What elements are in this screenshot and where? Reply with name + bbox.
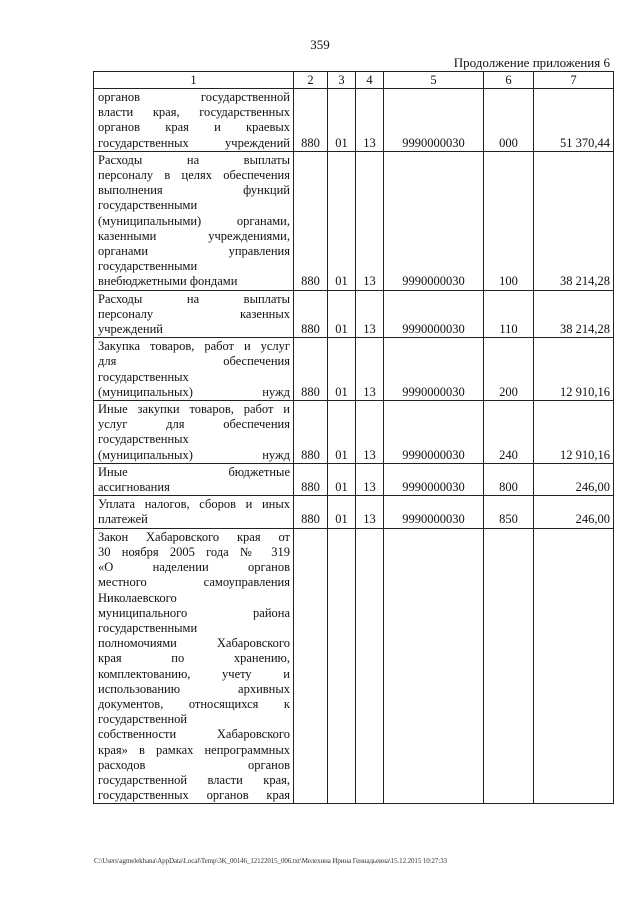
subsection-code: 13	[356, 463, 384, 495]
header-col-6: 6	[484, 72, 534, 89]
description-line: Расходы на выплаты	[98, 291, 290, 306]
department-code: 880	[294, 290, 328, 338]
expense-type-code: 240	[484, 401, 534, 464]
subsection-code: 13	[356, 89, 384, 152]
department-code: 880	[294, 338, 328, 401]
page-number: 359	[310, 37, 330, 52]
description-line: Расходы на выплаты	[98, 152, 290, 167]
description-line: 30 ноября 2005 года № 319	[98, 544, 290, 559]
description-line: ассигнования	[98, 480, 170, 495]
budget-table	[93, 71, 614, 804]
description-line: персоналу казенных	[98, 306, 290, 321]
amount-value: 51 370,44	[534, 89, 614, 152]
expense-type-code: 000	[484, 89, 534, 152]
amount-value: 12 910,16	[534, 338, 614, 401]
amount-value: 246,00	[534, 463, 614, 495]
header-col-7: 7	[534, 72, 614, 89]
description-line: государственных	[98, 369, 189, 384]
subsection-code: 13	[356, 151, 384, 290]
expense-type-code: 800	[484, 463, 534, 495]
department-code: 880	[294, 496, 328, 528]
section-code: 01	[328, 89, 356, 152]
amount-value: 38 214,28	[534, 151, 614, 290]
description-line: органами управления	[98, 244, 290, 259]
header-col-3: 3	[328, 72, 356, 89]
table-row	[94, 463, 614, 495]
description-line: государственных органов края	[98, 788, 290, 803]
target-item-code: 9990000030	[384, 89, 484, 152]
expense-type-code: 850	[484, 496, 534, 528]
description-line: документов, относящихся к	[98, 696, 290, 711]
target-item-code: 9990000030	[384, 151, 484, 290]
subsection-code: 13	[356, 290, 384, 338]
row-description	[94, 401, 294, 464]
amount-value	[534, 528, 614, 804]
description-line: комплектованию, учету и	[98, 666, 290, 681]
section-code: 01	[328, 496, 356, 528]
description-line: края по хранению,	[98, 651, 290, 666]
row-description	[94, 89, 294, 152]
description-line: Закон Хабаровского края от	[98, 529, 290, 544]
target-item-code: 9990000030	[384, 463, 484, 495]
description-line: Иные закупки товаров, работ и	[98, 402, 290, 417]
row-description	[94, 338, 294, 401]
description-line: Закупка товаров, работ и услуг	[98, 339, 290, 354]
description-line: полномочиями Хабаровского	[98, 636, 290, 651]
section-code: 01	[328, 401, 356, 464]
target-item-code: 9990000030	[384, 290, 484, 338]
target-item-code: 9990000030	[384, 496, 484, 528]
expense-type-code	[484, 528, 534, 804]
subsection-code	[356, 528, 384, 804]
section-code: 01	[328, 290, 356, 338]
description-line: платежей	[98, 512, 148, 527]
description-line: государственной власти края,	[98, 772, 290, 787]
table-row	[94, 496, 614, 528]
section-code: 01	[328, 463, 356, 495]
expense-type-code: 200	[484, 338, 534, 401]
header-col-2: 2	[294, 72, 328, 89]
description-line: «О наделении органов	[98, 560, 290, 575]
row-description	[94, 528, 294, 804]
row-description	[94, 463, 294, 495]
description-line: органов государственной	[98, 90, 290, 104]
description-line: Николаевского	[98, 590, 177, 605]
table-row	[94, 338, 614, 401]
description-line: власти края, государственных	[98, 105, 290, 120]
row-description	[94, 151, 294, 290]
description-line: местного самоуправления	[98, 575, 290, 590]
description-line: внебюджетными фондами	[98, 274, 238, 289]
description-line: учреждений	[98, 322, 163, 337]
description-line: (муниципальных) нужд	[98, 447, 290, 462]
expense-type-code: 110	[484, 290, 534, 338]
description-line: использованию архивных	[98, 681, 290, 696]
subsection-code: 13	[356, 496, 384, 528]
description-line: государственных	[98, 432, 189, 447]
footer-file-path: C:\Users\agmelekhana\AppData\Local\Temp\3K_00146_12122015_006.txt\Мелехина Ирина Геннадьевна\15.12.2015 10:27:33	[94, 857, 447, 865]
amount-value: 38 214,28	[534, 290, 614, 338]
description-line: государственной	[98, 712, 188, 727]
expense-type-code: 100	[484, 151, 534, 290]
amount-value: 12 910,16	[534, 401, 614, 464]
description-line: расходов органов	[98, 757, 290, 772]
section-code: 01	[328, 151, 356, 290]
amount-value: 246,00	[534, 496, 614, 528]
department-code: 880	[294, 401, 328, 464]
description-line: государственными	[98, 620, 198, 635]
row-description	[94, 290, 294, 338]
table-row	[94, 290, 614, 338]
target-item-code	[384, 528, 484, 804]
description-line: государственных учреждений	[98, 135, 290, 150]
description-line: (муниципальных) нужд	[98, 384, 290, 399]
department-code: 880	[294, 151, 328, 290]
continuation-label: Продолжение приложения 6	[453, 55, 610, 70]
row-description	[94, 496, 294, 528]
description-line: государственными	[98, 259, 198, 274]
target-item-code: 9990000030	[384, 401, 484, 464]
description-line: органов края и краевых	[98, 120, 290, 135]
description-line: государственными	[98, 198, 198, 213]
section-code	[328, 528, 356, 804]
description-line: для обеспечения	[98, 354, 290, 369]
description-line: персоналу в целях обеспечения	[98, 168, 290, 183]
description-line: казенными учреждениями,	[98, 228, 290, 243]
department-code	[294, 528, 328, 804]
header-col-4: 4	[356, 72, 384, 89]
description-line: (муниципальными) органами,	[98, 213, 290, 228]
table-row	[94, 401, 614, 464]
table-row	[94, 151, 614, 290]
table-row	[94, 528, 614, 804]
subsection-code: 13	[356, 338, 384, 401]
description-line: собственности Хабаровского	[98, 727, 290, 742]
description-line: муниципального района	[98, 605, 290, 620]
department-code: 880	[294, 89, 328, 152]
description-line: края» в рамках непрограммных	[98, 742, 290, 757]
subsection-code: 13	[356, 401, 384, 464]
header-col-5: 5	[384, 72, 484, 89]
department-code: 880	[294, 463, 328, 495]
header-col-1: 1	[94, 72, 294, 89]
description-line: Уплата налогов, сборов и иных	[98, 497, 290, 512]
description-line: Иные бюджетные	[98, 464, 290, 479]
target-item-code: 9990000030	[384, 338, 484, 401]
section-code: 01	[328, 338, 356, 401]
description-line: услуг для обеспечения	[98, 417, 290, 432]
table-header-row	[94, 72, 614, 89]
table-row	[94, 89, 614, 152]
description-line: выполнения функций	[98, 183, 290, 198]
